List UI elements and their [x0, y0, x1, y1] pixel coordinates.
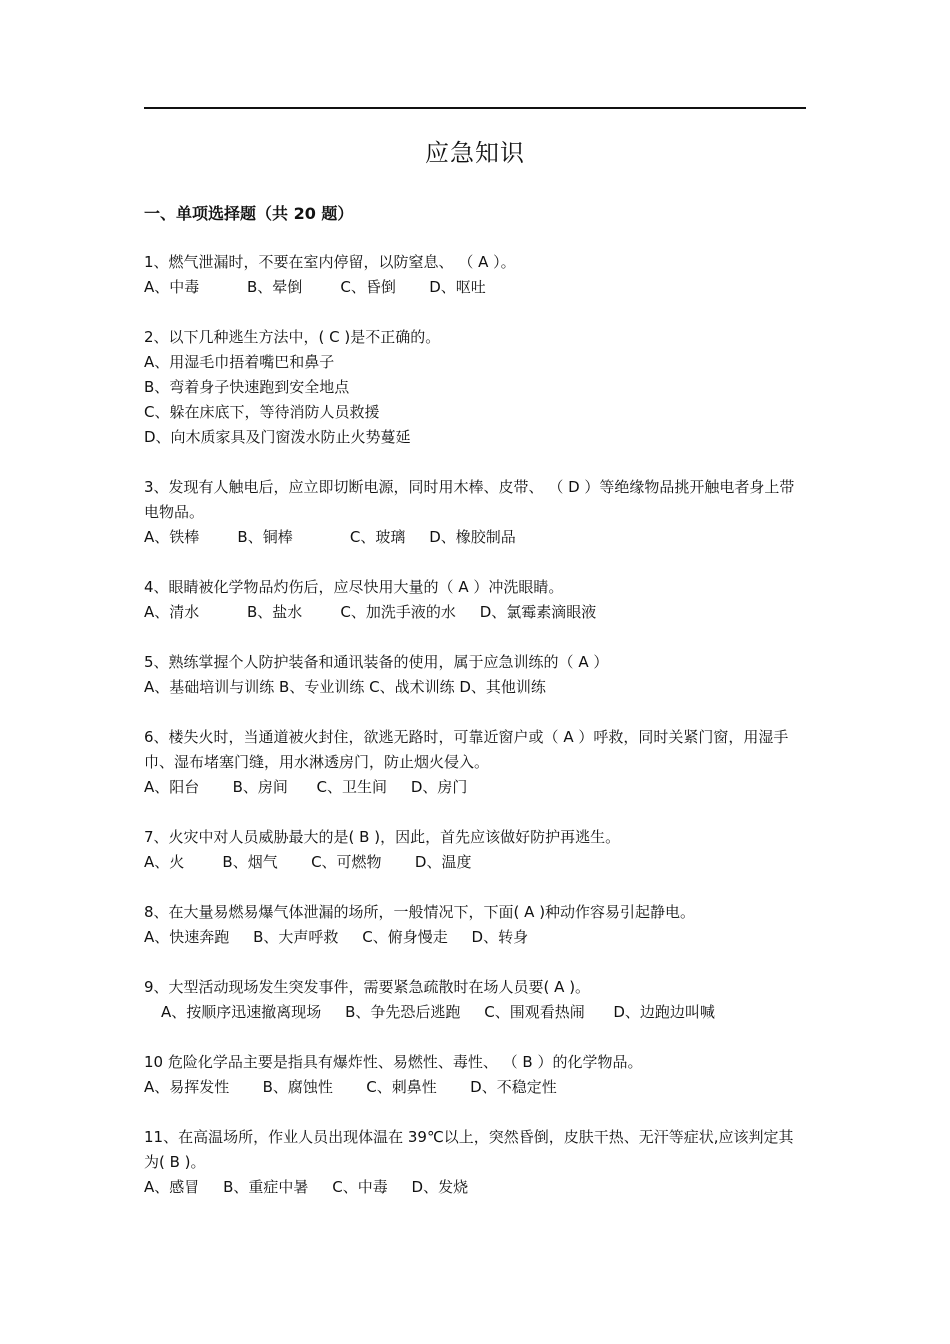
question-stem: 4、眼睛被化学物品灼伤后，应尽快用大量的（ A ）冲洗眼睛。: [144, 578, 564, 596]
question-item: [144, 475, 808, 550]
question-item: [144, 1125, 808, 1200]
answer-options: A、火 B、烟气 C、可燃物 D、温度: [144, 853, 472, 871]
question-stem: 1、燃气泄漏时，不要在室内停留，以防窒息、 （ A ）。: [144, 253, 516, 271]
answer-options: A、快速奔跑 B、大声呼救 C、俯身慢走 D、转身: [144, 928, 529, 946]
question-item: [144, 975, 808, 1025]
question-stem: 11、在高温场所，作业人员出现体温在 39℃以上，突然昏倒，皮肤干热、无汗等症状,应该判定其为( B )。: [144, 1128, 794, 1171]
answer-options: A、易挥发性 B、腐蚀性 C、刺鼻性 D、不稳定性: [144, 1078, 557, 1096]
answer-options: A、阳台 B、房间 C、卫生间 D、房门: [144, 778, 468, 796]
question-stem: 5、熟练掌握个人防护装备和通讯装备的使用，属于应急训练的（ A ）: [144, 653, 609, 671]
answer-options: A、感冒 B、重症中暑 C、中毒 D、发烧: [144, 1178, 469, 1196]
answer-options: A、按顺序迅速撤离现场 B、争先恐后逃跑 C、围观看热闹 D、边跑边叫喊: [161, 1003, 715, 1021]
answer-options: D、向木质家具及门窗泼水防止火势蔓延: [144, 428, 411, 446]
question-item: [144, 575, 808, 625]
question-stem: 8、在大量易燃易爆气体泄漏的场所，一般情况下，下面( A )种动作容易引起静电。: [144, 903, 696, 921]
question-stem: 6、楼失火时，当通道被火封住，欲逃无路时，可靠近窗户或（ A ）呼救，同时关紧门窗，用湿手巾、湿布堵塞门缝，用水淋透房门，防止烟火侵入。: [144, 728, 789, 771]
question-stem: 7、火灾中对人员威胁最大的是( B )，因此，首先应该做好防护再逃生。: [144, 828, 621, 846]
question-list: [144, 250, 808, 1225]
header-rule: [144, 107, 806, 109]
answer-options: A、用湿毛巾捂着嘴巴和鼻子: [144, 353, 335, 371]
answer-options: C、躲在床底下，等待消防人员救援: [144, 403, 380, 421]
question-item: [144, 725, 808, 800]
answer-options: A、基础培训与训练 B、专业训练 C、战术训练 D、其他训练: [144, 678, 546, 696]
question-item: [144, 900, 808, 950]
question-item: [144, 825, 808, 875]
answer-options: A、中毒 B、晕倒 C、昏倒 D、呕吐: [144, 278, 486, 296]
question-stem: 2、以下几种逃生方法中，( C )是不正确的。: [144, 328, 441, 346]
section-heading: 一、单项选择题（共 20 题）: [144, 204, 354, 223]
question-item: [144, 325, 808, 450]
answer-options: A、清水 B、盐水 C、加洗手液的水 D、氯霉素滴眼液: [144, 603, 597, 621]
answer-options: A、铁棒 B、铜棒 C、玻璃 D、橡胶制品: [144, 528, 516, 546]
question-stem: 3、发现有人触电后，应立即切断电源，同时用木棒、皮带、 （ D ）等绝缘物品挑开触电者身上带电物品。: [144, 478, 795, 521]
question-stem: 9、大型活动现场发生突发事件，需要紧急疏散时在场人员要( A )。: [144, 978, 591, 996]
question-item: [144, 650, 808, 700]
question-item: [144, 1050, 808, 1100]
question-item: [144, 250, 808, 300]
answer-options: B、弯着身子快速跑到安全地点: [144, 378, 350, 396]
question-stem: 10 危险化学品主要是指具有爆炸性、易燃性、毒性、 （ B ）的化学物品。: [144, 1053, 643, 1071]
page-title: 应急知识: [425, 139, 525, 167]
